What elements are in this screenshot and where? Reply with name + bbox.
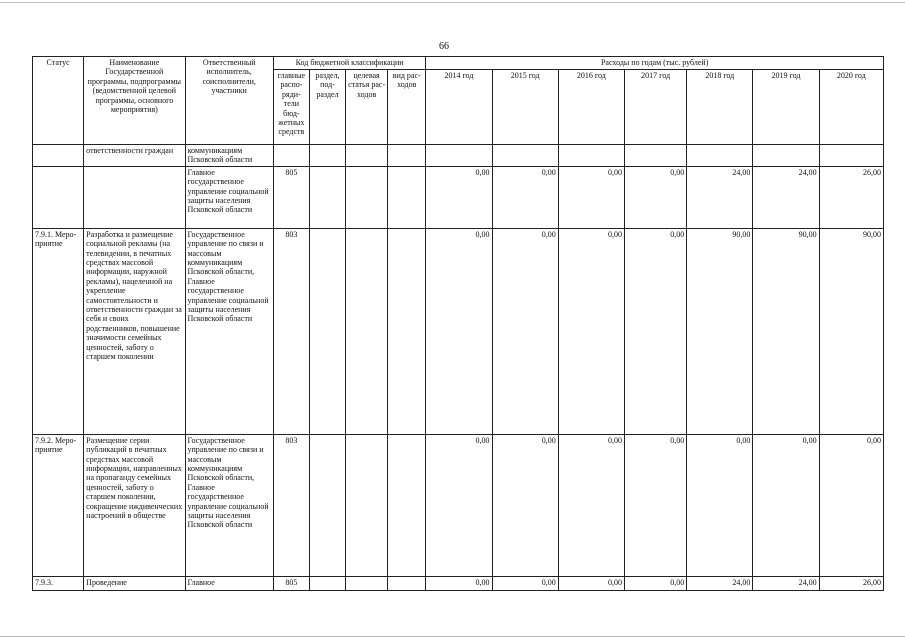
- row-value: 0,00: [624, 228, 686, 434]
- row-grbs: 803: [273, 434, 309, 576]
- row-value: 0,00: [558, 434, 624, 576]
- row-value: 0,00: [558, 166, 624, 228]
- row-value: 0,00: [624, 166, 686, 228]
- row-type: [388, 166, 426, 228]
- header-year-2014: 2014 год: [426, 70, 492, 145]
- row-value: 24,00: [753, 166, 819, 228]
- row-article: [346, 434, 388, 576]
- row-value: 0,00: [492, 434, 558, 576]
- row-name: [84, 166, 185, 228]
- row-status: 7.9.2. Меро-приятие: [33, 434, 84, 576]
- row-value: 0,00: [558, 576, 624, 590]
- header-year-2015: 2015 год: [492, 70, 558, 145]
- header-year-2019: 2019 год: [753, 70, 819, 145]
- header-name: Наименование Государственной программы, подпрограммы (ведомственной целевой программы, основного мероприятия): [84, 57, 185, 145]
- header-year-2020: 2020 год: [819, 70, 883, 145]
- row-value: 0,00: [558, 228, 624, 434]
- header-status: Статус: [33, 57, 84, 145]
- row-grbs: [273, 145, 309, 167]
- row-value: [687, 145, 753, 167]
- row-type: [388, 228, 426, 434]
- row-article: [346, 145, 388, 167]
- row-executor: Государственное управление по связи и массовым коммуникациям Псковской области, Главное государственное управление социальной защиты населения Псковской области: [185, 434, 273, 576]
- row-name: ответственности граждан: [84, 145, 185, 167]
- row-value: 0,00: [492, 576, 558, 590]
- row-value: 90,00: [753, 228, 819, 434]
- row-value: 0,00: [753, 434, 819, 576]
- row-value: 0,00: [624, 434, 686, 576]
- row-name: Разработка и размещение социальной рекламы (на телевидении, в печатных средствах массовой информации, наружной рекламы), нацеленной на укрепление самостоятельности и ответственности граждан за себя и своих родственников, повышение значимости семейных ценностей, заботу о старшем поколении: [84, 228, 185, 434]
- row-status: 7.9.3.: [33, 576, 84, 590]
- budget-table: [32, 56, 884, 591]
- row-value: [819, 145, 883, 167]
- row-section: [309, 145, 345, 167]
- row-grbs: 803: [273, 228, 309, 434]
- row-article: [346, 228, 388, 434]
- header-code-type: вид рас-ходов: [388, 70, 426, 145]
- header-year-2016: 2016 год: [558, 70, 624, 145]
- header-executor: Ответственный исполнитель, соисполнители, участники: [185, 57, 273, 145]
- header-expense-group: Расходы по годам (тыс. рублей): [426, 57, 884, 70]
- row-article: [346, 166, 388, 228]
- scan-edge-bottom: [0, 636, 905, 637]
- row-value: 0,00: [426, 166, 492, 228]
- table-row: [33, 576, 884, 590]
- row-value: 0,00: [624, 576, 686, 590]
- row-value: 24,00: [687, 166, 753, 228]
- row-executor: Главное государственное управление социальной защиты населения Псковской области: [185, 166, 273, 228]
- table-row: [33, 228, 884, 434]
- row-type: [388, 434, 426, 576]
- table-row: [33, 434, 884, 576]
- table-row: [33, 145, 884, 167]
- row-value: [753, 145, 819, 167]
- header-code-section: раздел, под-раздел: [309, 70, 345, 145]
- row-executor: коммуникациям Псковской области: [185, 145, 273, 167]
- row-grbs: 805: [273, 576, 309, 590]
- row-value: 0,00: [426, 576, 492, 590]
- table-row: [33, 166, 884, 228]
- row-section: [309, 434, 345, 576]
- row-type: [388, 145, 426, 167]
- row-value: 24,00: [687, 576, 753, 590]
- row-section: [309, 166, 345, 228]
- row-executor: Государственное управление по связи и массовым коммуникациям Псковской области, Главное государственное управление социальной защиты населения Псковской области: [185, 228, 273, 434]
- row-executor: Главное: [185, 576, 273, 590]
- row-value: 0,00: [426, 434, 492, 576]
- row-value: [426, 145, 492, 167]
- row-value: 0,00: [687, 434, 753, 576]
- row-value: 26,00: [819, 166, 883, 228]
- row-section: [309, 228, 345, 434]
- row-value: 90,00: [687, 228, 753, 434]
- row-value: 0,00: [819, 434, 883, 576]
- row-status: [33, 145, 84, 167]
- scan-edge-top: [0, 2, 905, 3]
- row-value: 0,00: [492, 166, 558, 228]
- row-value: 0,00: [492, 228, 558, 434]
- row-value: 26,00: [819, 576, 883, 590]
- row-name: Проведение: [84, 576, 185, 590]
- header-code-article: целевая статья рас-ходов: [346, 70, 388, 145]
- row-status: 7.9.1. Меро-приятие: [33, 228, 84, 434]
- row-value: 0,00: [426, 228, 492, 434]
- header-year-2017: 2017 год: [624, 70, 686, 145]
- row-section: [309, 576, 345, 590]
- page-number: 66: [439, 41, 449, 52]
- row-value: 24,00: [753, 576, 819, 590]
- row-name: Размещение серии публикаций в печатных средствах массовой информации, направленных на пропаганду семейных ценностей, заботу о старшем поколении, сокращение иждивенческих настроений в обществе: [84, 434, 185, 576]
- header-year-2018: 2018 год: [687, 70, 753, 145]
- row-status: [33, 166, 84, 228]
- row-value: 90,00: [819, 228, 883, 434]
- header-code-grbs: главные распо-ряди-тели бюд-жетных средств: [273, 70, 309, 145]
- row-value: [558, 145, 624, 167]
- row-type: [388, 576, 426, 590]
- row-value: [624, 145, 686, 167]
- row-article: [346, 576, 388, 590]
- row-value: [492, 145, 558, 167]
- header-code-group: Код бюджетной классификации: [273, 57, 426, 70]
- row-grbs: 805: [273, 166, 309, 228]
